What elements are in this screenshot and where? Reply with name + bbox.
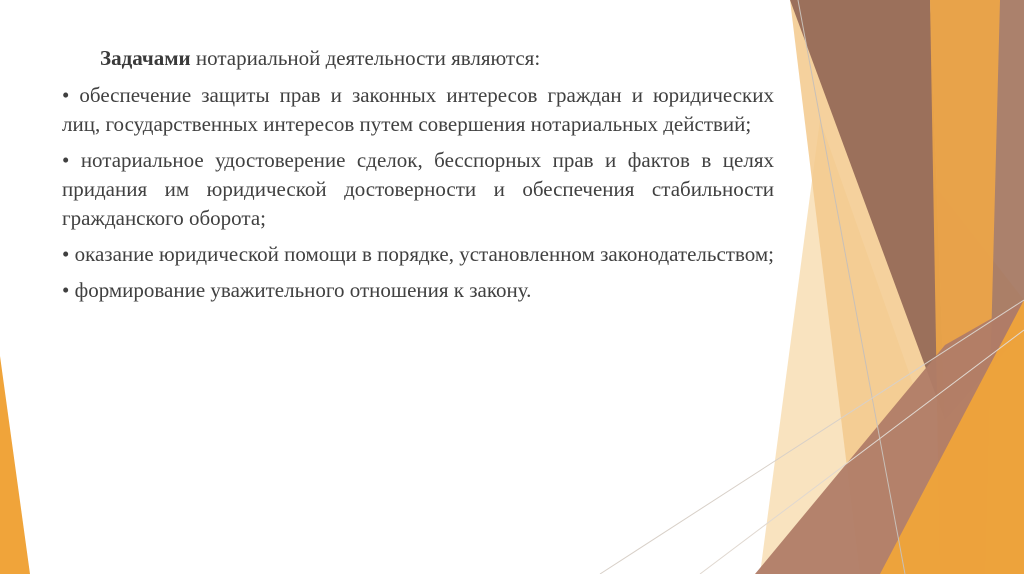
bullet-item-3: • оказание юридической помощи в порядке, установленном законодательством; <box>62 242 774 266</box>
bullet-item-1: • обеспечение защиты прав и законных интересов граждан и юридических лиц, государственных интересов путем совершения нотариальных действий; <box>62 83 774 136</box>
heading-bold: Задачами <box>100 46 191 70</box>
slide-heading <box>62 44 774 73</box>
bullet-item-2: • нотариальное удостоверение сделок, бесспорных прав и фактов в целях придания им юридической достоверности и обеспечения стабильности гражданского оборота; <box>62 148 774 230</box>
heading-rest: нотариальной деятельности являются: <box>190 46 541 70</box>
bullet-item-4: • формирование уважительного отношения к закону. <box>62 278 532 302</box>
left-orange-wedge <box>0 356 30 574</box>
slide-content <box>62 44 774 312</box>
